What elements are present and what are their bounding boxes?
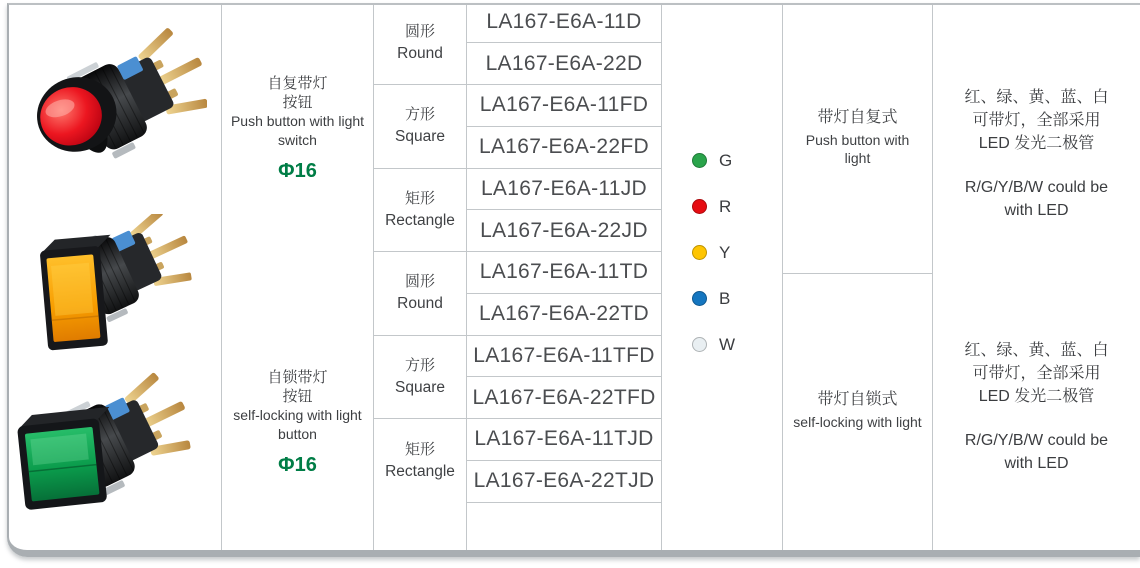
- legend-label: B: [719, 288, 731, 308]
- type-zh: 带灯自复式: [817, 108, 898, 126]
- note-en-line: with LED: [1004, 454, 1069, 472]
- type-column: [783, 2, 932, 547]
- product-name-zh: 按钮: [282, 93, 313, 111]
- shape-zh: 矩形: [404, 440, 435, 458]
- note-en-line: R/G/Y/B/W could be: [964, 431, 1109, 449]
- legend-row-yellow: [662, 230, 782, 276]
- shape-cell-rectangle: [374, 169, 466, 253]
- notes-column: [933, 2, 1140, 547]
- model-number: LA167-E6A-11TFD: [466, 336, 662, 378]
- legend-label: W: [719, 334, 736, 354]
- product-name-en: Push button with light switch: [230, 112, 365, 148]
- shape-cell-rectangle: [374, 419, 466, 503]
- model-number: LA167-E6A-11D: [466, 2, 662, 44]
- note-zh-line: 可带灯，全部采用: [972, 364, 1101, 382]
- blue-dot-icon: [692, 291, 707, 306]
- legend-row-blue: [662, 276, 782, 322]
- legend-row-red: [662, 184, 782, 230]
- diameter-label: Φ16: [278, 453, 317, 476]
- product-name-zh: 自复带灯: [267, 74, 328, 92]
- shape-zh: 矩形: [404, 189, 435, 207]
- type-cell-self-locking: [783, 274, 932, 546]
- led-color-legend-column: [662, 2, 782, 547]
- product-description-1: [222, 74, 373, 182]
- shape-zh: 圆形: [404, 273, 435, 291]
- type-cell-momentary: [783, 2, 932, 275]
- product-description-2: [222, 368, 373, 476]
- shape-en: Square: [395, 378, 445, 396]
- description-column: [222, 2, 373, 547]
- legend-label: R: [719, 196, 732, 216]
- note-zh-line: LED 发光二极管: [978, 387, 1095, 405]
- shape-cell-square: [374, 336, 466, 420]
- model-number: LA167-E6A-22TFD: [466, 377, 662, 419]
- product-photo-green-square-button: [16, 372, 206, 530]
- note-zh-line: 红、绿、黄、蓝、白: [964, 341, 1109, 359]
- model-number: LA167-E6A-11TD: [466, 252, 662, 294]
- shape-zh: 方形: [404, 356, 435, 374]
- product-photo-red-round-button: [22, 24, 207, 186]
- shape-en: Square: [395, 128, 445, 146]
- model-number: LA167-E6A-22TJD: [466, 461, 662, 503]
- white-dot-icon: [692, 337, 707, 352]
- legend-row-white: [662, 322, 782, 368]
- model-number: LA167-E6A-22D: [466, 43, 662, 85]
- yellow-dot-icon: [692, 245, 707, 260]
- type-en: Push button with light: [805, 131, 910, 166]
- led-color-legend: [662, 138, 782, 368]
- model-number: LA167-E6A-11TJD: [466, 419, 662, 461]
- model-column: [466, 2, 662, 503]
- note-zh-line: LED 发光二极管: [978, 134, 1095, 152]
- red-dot-icon: [692, 199, 707, 214]
- shape-zh: 圆形: [404, 22, 435, 40]
- legend-label: Y: [719, 242, 731, 262]
- product-name-en: self-locking with light button: [233, 406, 362, 442]
- diameter-label: Φ16: [278, 159, 317, 182]
- shape-en: Rectangle: [385, 462, 455, 480]
- legend-row-green: [662, 138, 782, 184]
- shape-cell-round: [374, 2, 466, 86]
- shape-cell-square: [374, 85, 466, 169]
- shape-column: [374, 2, 466, 503]
- green-dot-icon: [692, 153, 707, 168]
- product-photo-orange-rectangle-button: [36, 214, 196, 356]
- shape-cell-round: [374, 252, 466, 336]
- legend-label: G: [719, 150, 733, 170]
- model-number: LA167-E6A-22FD: [466, 127, 662, 169]
- product-name-zh: 自锁带灯: [267, 368, 328, 386]
- led-note-1: [933, 86, 1140, 222]
- model-number: LA167-E6A-11JD: [466, 169, 662, 211]
- model-number: LA167-E6A-11FD: [466, 85, 662, 127]
- note-zh-line: 红、绿、黄、蓝、白: [964, 88, 1109, 106]
- note-en-line: R/G/Y/B/W could be: [964, 178, 1109, 196]
- shape-en: Round: [397, 295, 443, 313]
- shape-zh: 方形: [404, 106, 435, 124]
- model-number: LA167-E6A-22JD: [466, 210, 662, 252]
- shape-en: Round: [397, 44, 443, 62]
- shape-en: Rectangle: [385, 211, 455, 229]
- type-zh: 带灯自锁式: [817, 390, 898, 408]
- note-zh-line: 可带灯，全部采用: [972, 111, 1101, 129]
- note-en-line: with LED: [1004, 201, 1069, 219]
- led-note-2: [933, 339, 1140, 475]
- model-number: LA167-E6A-22TD: [466, 294, 662, 336]
- type-en: self-locking with light: [793, 413, 922, 430]
- product-name-zh: 按钮: [282, 387, 313, 405]
